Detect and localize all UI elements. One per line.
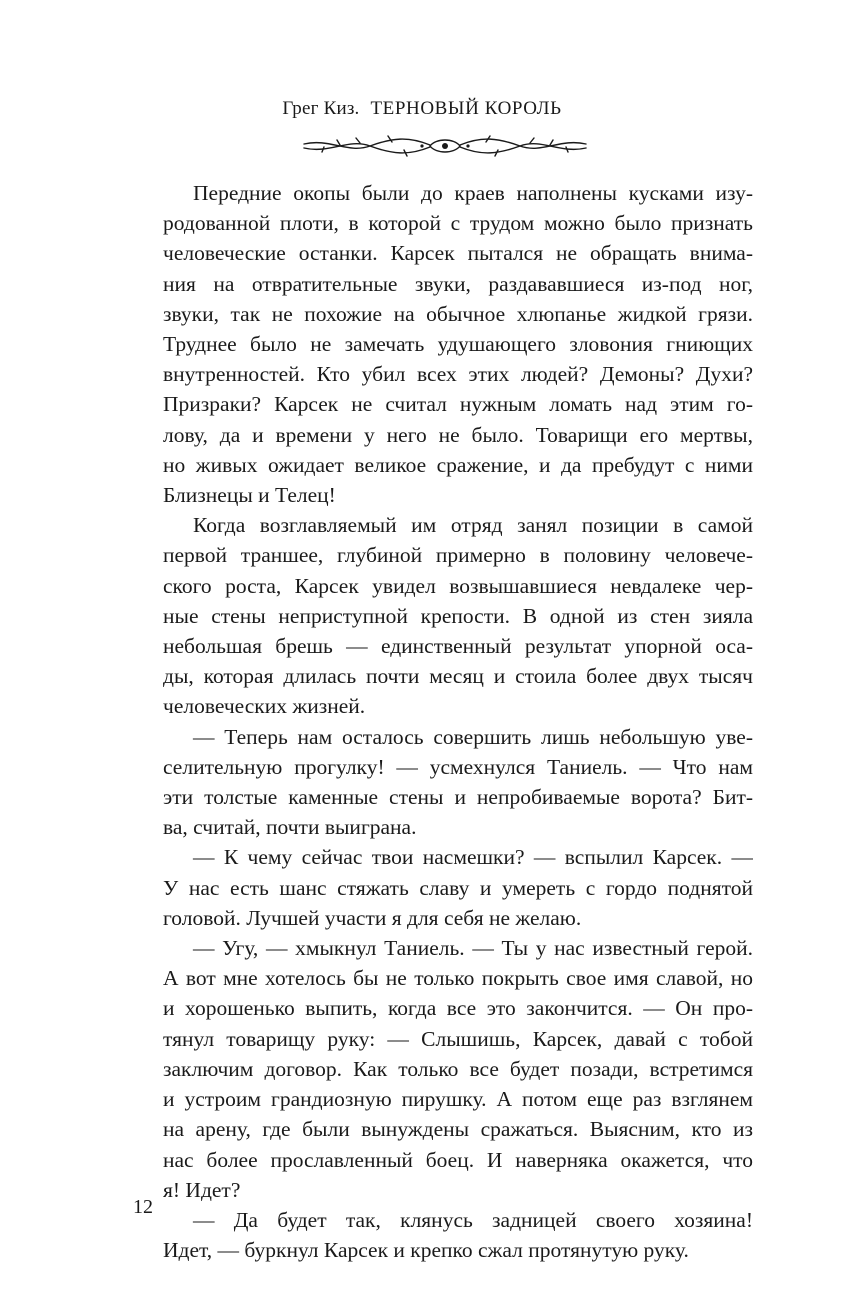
text-line: на арену, где были вынуждены сражаться. Выясним, кто из <box>163 1117 753 1142</box>
text-line: Труднее было не замечать удушающего зловония гниющих <box>163 332 753 357</box>
paragraph <box>133 1205 753 1265</box>
text-line: небольшая брешь — единственный результат упорной оса- <box>163 634 753 659</box>
running-head-title: ТЕРНОВЫЙ КОРОЛЬ <box>370 98 562 119</box>
text-line: Идет, — буркнул Карсек и крепко сжал протянутую руку. <box>163 1238 689 1263</box>
text-line: нас более прославленный боец. И наверняка окажется, что <box>163 1147 753 1172</box>
paragraph <box>133 842 753 933</box>
text-line: ды, которая длилась почти месяц и стоила более двух тысяч <box>163 664 753 689</box>
text-line: родованной плоти, в которой с трудом можно было признать <box>163 211 753 236</box>
text-line: — Теперь нам осталось совершить лишь небольшую уве- <box>193 724 753 749</box>
text-line: Призраки? Карсек не считал нужным ломать над этим го- <box>163 392 753 417</box>
text-line: звуки, так не похожие на обычное хлюпанье жидкой грязи. <box>163 301 753 326</box>
text-line: У нас есть шанс стяжать славу и умереть с гордо поднятой <box>163 875 753 900</box>
text-line: внутренностей. Кто убил всех этих людей? Демоны? Духи? <box>163 362 753 387</box>
text-line: головой. Лучшей участи я для себя не желаю. <box>163 905 582 930</box>
paragraph <box>133 178 753 510</box>
paragraph <box>133 510 753 721</box>
text-line: — К чему сейчас твои насмешки? — вспылил Карсек. — <box>193 845 753 870</box>
text-line: — Да будет так, клянусь задницей своего хозяина! <box>193 1207 753 1232</box>
text-line: тянул товарищу руку: — Слышишь, Карсек, давай с тобой <box>163 1026 753 1051</box>
body-text <box>133 178 753 1265</box>
text-line: заключим договор. Как только все будет позади, встретимся <box>163 1056 753 1081</box>
text-line: селительную прогулку! — усмехнулся Таниель. — Что нам <box>163 754 753 779</box>
text-line: Близнецы и Телец! <box>163 483 336 508</box>
text-line: А вот мне хотелось бы не только покрыть свое имя славой, но <box>163 966 753 991</box>
text-line: Передние окопы были до краев наполнены кусками изу- <box>193 181 753 205</box>
thorn-vine-ornament-icon <box>300 130 590 162</box>
text-line: первой траншее, глубиной примерно в половину человече- <box>163 543 753 568</box>
text-line: человеческих жизней. <box>163 694 366 719</box>
text-line: лову, да и времени у него не было. Товарищи его мертвы, <box>163 422 753 447</box>
paragraph <box>133 933 753 1205</box>
text-line: ния на отвратительные звуки, раздававшиеся из-под ног, <box>163 271 753 296</box>
text-line: — Угу, — хмыкнул Таниель. — Ты у нас известный герой. <box>193 936 753 961</box>
paragraph <box>133 722 753 843</box>
text-line: и устроим грандиозную пирушку. А потом еще раз взглянем <box>163 1087 753 1112</box>
page-number: 12 <box>133 1196 153 1218</box>
text-line: и хорошенько выпить, когда все это закончится. — Он про- <box>163 996 753 1021</box>
text-line: ва, считай, почти выиграна. <box>163 815 417 840</box>
text-line: ные стены неприступной крепости. В одной из стен зияла <box>163 603 753 628</box>
text-line: я! Идет? <box>163 1177 241 1202</box>
text-line: эти толстые каменные стены и непробиваемые ворота? Бит- <box>163 785 753 810</box>
running-head <box>0 98 844 120</box>
text-line: Когда возглавляемый им отряд занял позиции в самой <box>193 513 753 538</box>
text-line: ского роста, Карсек увидел возвышавшиеся невдалеке чер- <box>163 573 753 598</box>
running-head-author: Грег Киз. <box>282 98 360 119</box>
text-line: человеческие останки. Карсек пытался не обращать внима- <box>163 241 753 266</box>
text-line: но живых ожидает великое сражение, и да пребудут с ними <box>163 452 753 477</box>
